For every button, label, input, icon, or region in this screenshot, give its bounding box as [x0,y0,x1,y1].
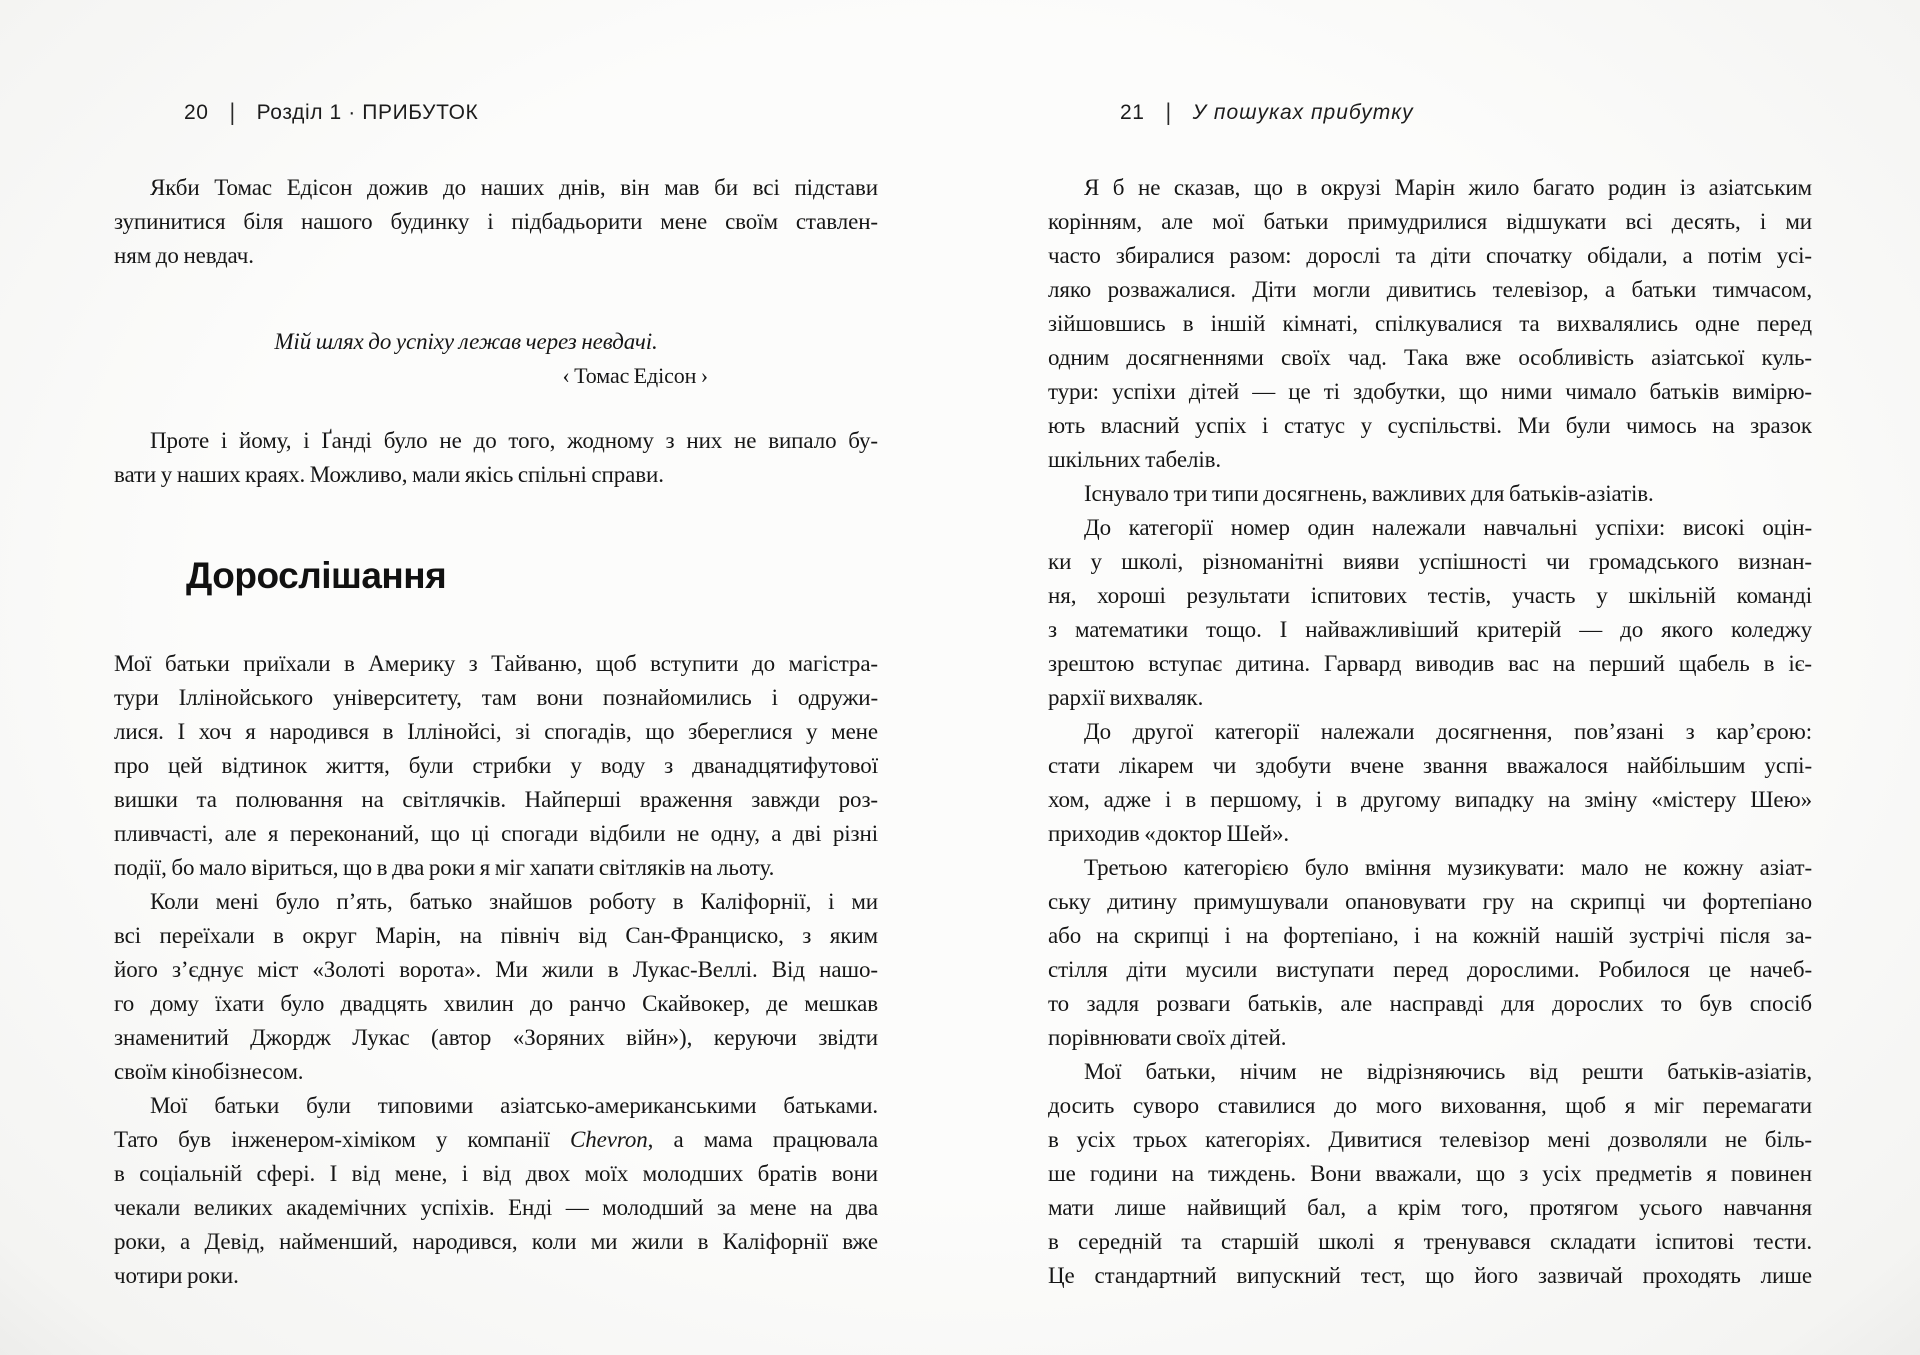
text-line [114,1123,878,1157]
text-line: пливчасті, але я переконаний, що ці спогади відбили не одну, а дві різні [114,821,878,846]
text-line: досить суворо ставилися до мого виховання, щоб я міг перемагати [1048,1093,1812,1118]
text-line: стати лікарем чи здобути вчене звання вважалося найбільшим успі- [1048,753,1812,778]
text-line: тури: успіхи дітей — це ті здобутки, що ними чимало батьків вимірю- [1048,379,1812,404]
text-line: мати лише найвищий бал, а крім того, протягом усього навчання [1048,1195,1812,1220]
text-line: зупинитися біля нашого будинку і підбадьорити мене своїм ставлен- [114,209,878,234]
header-separator: | [229,99,236,126]
page-number: 21 [1120,101,1145,124]
page-number: 20 [184,101,209,124]
header-separator: | [1165,99,1172,126]
epigraph [114,325,878,393]
text-line: шкільних табелів. [1048,447,1222,472]
text-line: приходив «доктор Шей». [1048,821,1290,846]
text-line: з математики тощо. І найважливіший критерій — до якого коледжу [1048,617,1812,642]
text-line: одним досягненнями своїх чад. Така вже особливість азіатської куль- [1048,345,1812,370]
text-line: Якби Томас Едісон дожив до наших днів, він мав би всі підстави [150,175,878,200]
text-line: його з’єднує міст «Золоті ворота». Ми жили в Лукас-Веллі. Від нашо- [114,957,878,982]
text-line: тури Іллінойського університету, там вони познайомились і одружи- [114,685,878,710]
text-line: в середній та старшій школі я тренувався складати іспитові тести. [1048,1229,1812,1254]
text-line: своїм кінобізнесом. [114,1059,304,1084]
paragraph [1048,715,1812,851]
text-line: ням до невдач. [114,243,254,268]
text-line: або на скрипці і на фортепіано, і на кожній нашій зустрічі після за- [1048,923,1812,948]
text-line: в соціальній сфері. І від мене, і від двох моїх молодших братів вони [114,1161,878,1186]
text-line: в усіх трьох категоріях. Дивитися телевізор мені дозволяли не біль- [1048,1127,1812,1152]
text-line: вати у наших краях. Можливо, мали якісь спільні справи. [114,462,664,487]
paragraph [1048,851,1812,1055]
page-header-left [184,98,478,128]
quote-text: Мій шлях до успіху лежав через невдачі. [274,329,658,354]
text-line: До другої категорії належали досягнення, пов’язані з кар’єрою: [1084,719,1812,744]
text-column-left [114,171,878,1293]
running-title: У пошуках прибутку [1192,101,1414,124]
text-line: корінням, але мої батьки примудрилися відшукати всі десять, і ми [1048,209,1812,234]
paragraph [1048,171,1812,477]
text-line: Проте і йому, і Ґанді було не до того, жодному з них не випало бу- [150,428,878,453]
text-line: ня, хороші результати іспитових тестів, участь у шкільній команді [1048,583,1812,608]
emphasized-text: Chevron [570,1127,648,1152]
paragraph [114,424,878,492]
text-line: Існувало три типи досягнень, важливих для батьків-азіатів. [1084,481,1654,506]
text-line: лися. І хоч я народився в Іллінойсі, зі спогадів, що збереглися у мене [114,719,878,744]
text-line: ки у школі, різноманітні вияви успішності чи громадського визнан- [1048,549,1812,574]
text-line: Мої батьки приїхали в Америку з Тайваню, щоб вступити до магістра- [114,651,878,676]
running-title: Розділ 1 · ПРИБУТОК [256,101,479,124]
text-line: чекали великих академічних успіхів. Енді — молодший за мене на два [114,1195,878,1220]
text-line: Третьою категорією було вміння музикувати: мало не кожну азіат- [1084,855,1812,880]
text-line: роки, а Девід, найменший, народився, коли ми жили в Каліфорнії вже [114,1229,878,1254]
text-line: ють власний успіх і статус у суспільстві. Ми були чимось на зразок [1048,413,1812,438]
quote-attribution: ‹ Томас Едісон › [562,363,708,388]
text-line: часто збиралися разом: дорослі та діти спочатку обідали, а потім усі- [1048,243,1812,268]
text-line: чотири роки. [114,1263,239,1288]
text-line: ше години на тиждень. Вони вважали, що з усіх предметів я повинен [1048,1161,1812,1186]
text-line: знаменитий Джордж Лукас (автор «Зоряних війн»), керуючи звідти [114,1025,878,1050]
text-line: стілля діти мусили виступати перед дорослими. Робилося це начеб- [1048,957,1812,982]
text-line: хом, адже і в першому, і в другому випадку на зміну «містеру Шею» [1048,787,1812,812]
text-line: події, бо мало віриться, що в два роки я міг хапати світляків на льоту. [114,855,775,880]
paragraph [1048,1055,1812,1293]
text-line: вишки та полювання на світлячків. Найперші враження завжди роз- [114,787,878,812]
text-line: ську дитину примушували опановувати гру на скрипці чи фортепіано [1048,889,1812,914]
text-segment: Тато був інженером-хіміком у компанії [114,1127,571,1152]
text-line: Я б не сказав, що в окрузі Марін жило багато родин із азіатським [1084,175,1812,200]
paragraph [114,885,878,1089]
text-line: Коли мені було п’ять, батько знайшов роботу в Каліфорнії, і ми [150,889,878,914]
text-line: зійшовшись в іншій кімнаті, спілкувалися та вихвалялись одне перед [1048,311,1812,336]
text-line: зрештою вступає дитина. Гарвард виводив вас на перший щабель в іє- [1048,651,1812,676]
section-heading: Дорослішання [186,555,447,596]
text-line: то задля розваги батьків, але насправді для дорослих то був спосіб [1048,991,1812,1016]
text-line: про цей відтинок життя, були стрибки у воду з дванадцятифутової [114,753,878,778]
text-column-right [1048,171,1812,1293]
text-line: До категорії номер один належали навчальні успіхи: високі оцін- [1084,515,1812,540]
paragraph [114,647,878,885]
text-segment: , а мама працювала [647,1127,878,1152]
text-line: Мої батьки, нічим не відрізняючись від решти батьків-азіатів, [1084,1059,1812,1084]
page-header-right [1120,98,1414,128]
text-line: порівнювати своїх дітей. [1048,1025,1287,1050]
paragraph [1048,477,1812,511]
text-line: ляко розважалися. Діти могли дивитись телевізор, а батьки тимчасом, [1048,277,1812,302]
text-line: всі переїхали в округ Марін, на північ від Сан-Франциско, з яким [114,923,878,948]
paragraph [114,1089,878,1293]
paragraph [114,171,878,273]
text-line: рархії вихваляк. [1048,685,1204,710]
text-line: Це стандартний випускний тест, що його зазвичай проходять лише [1048,1263,1812,1288]
paragraph [1048,511,1812,715]
text-line: Мої батьки були типовими азіатсько-американськими батьками. [150,1093,878,1118]
text-line: го дому їхати було двадцять хвилин до ранчо Скайвокер, де мешкав [114,991,878,1016]
